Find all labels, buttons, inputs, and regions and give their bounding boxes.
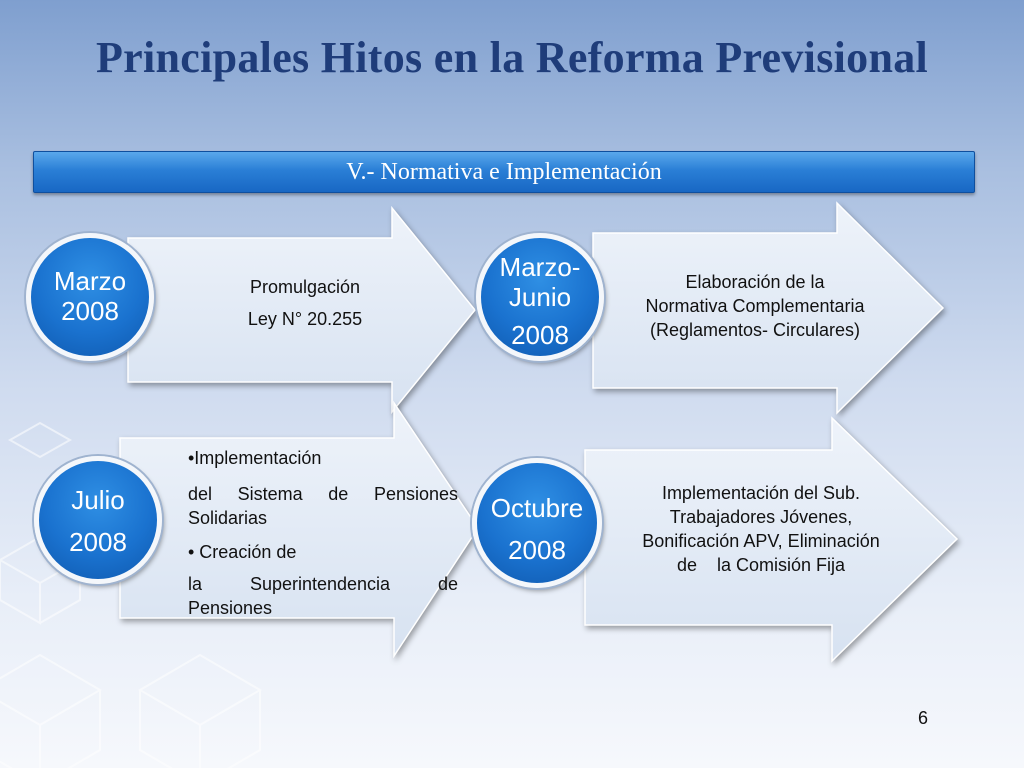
date-3-year: 2008 [69, 527, 127, 557]
milestone-3-line-4: la Superintendencia de Pensiones [188, 574, 458, 618]
date-4-month: Octubre [490, 493, 584, 523]
milestone-arrow-3 [112, 400, 484, 662]
milestone-date-3 [34, 456, 162, 584]
milestone-date-1 [26, 233, 154, 361]
date-1-month: Marzo [53, 266, 127, 296]
milestone-4-line-3: Bonificación APV, Eliminación [642, 531, 880, 551]
date-1-year: 2008 [61, 296, 119, 326]
milestone-4-line-4: de la Comisión Fija [676, 555, 846, 575]
date-2-line-3: 2008 [511, 320, 569, 350]
section-banner: V.- Normativa e Implementación [33, 151, 975, 193]
milestone-arrow-2 [585, 200, 950, 420]
milestone-2-line-3: (Reglamentos- Circulares) [649, 320, 861, 340]
date-3-month: Julio [71, 485, 125, 515]
date-2-line-2: Junio [508, 282, 572, 312]
date-4-year: 2008 [508, 535, 566, 565]
milestone-4-line-1: Implementación del Sub. [661, 483, 861, 503]
milestone-2-line-2: Normativa Complementaria [645, 296, 865, 316]
milestone-1-line-1: Promulgación [249, 277, 361, 297]
milestone-arrow-1 [120, 205, 480, 415]
date-2-line-1: Marzo- [499, 252, 581, 282]
milestone-date-4 [472, 458, 602, 588]
milestone-date-2 [476, 233, 604, 361]
milestone-arrow-4 [577, 415, 962, 667]
milestone-4-line-2: Trabajadores Jóvenes, [669, 507, 853, 527]
milestone-3-line-3: • Creación de [188, 542, 297, 562]
slide-title: Principales Hitos en la Reforma Previsional [95, 33, 929, 82]
milestone-1-line-2: Ley N° 20.255 [247, 309, 363, 329]
milestone-3-line-1: •Implementación [188, 448, 322, 468]
milestone-2-line-1: Elaboración de la [685, 272, 825, 292]
page-number: 6 [918, 708, 929, 728]
milestone-3-line-2: del Sistema de Pensiones Solidarias [188, 484, 458, 528]
